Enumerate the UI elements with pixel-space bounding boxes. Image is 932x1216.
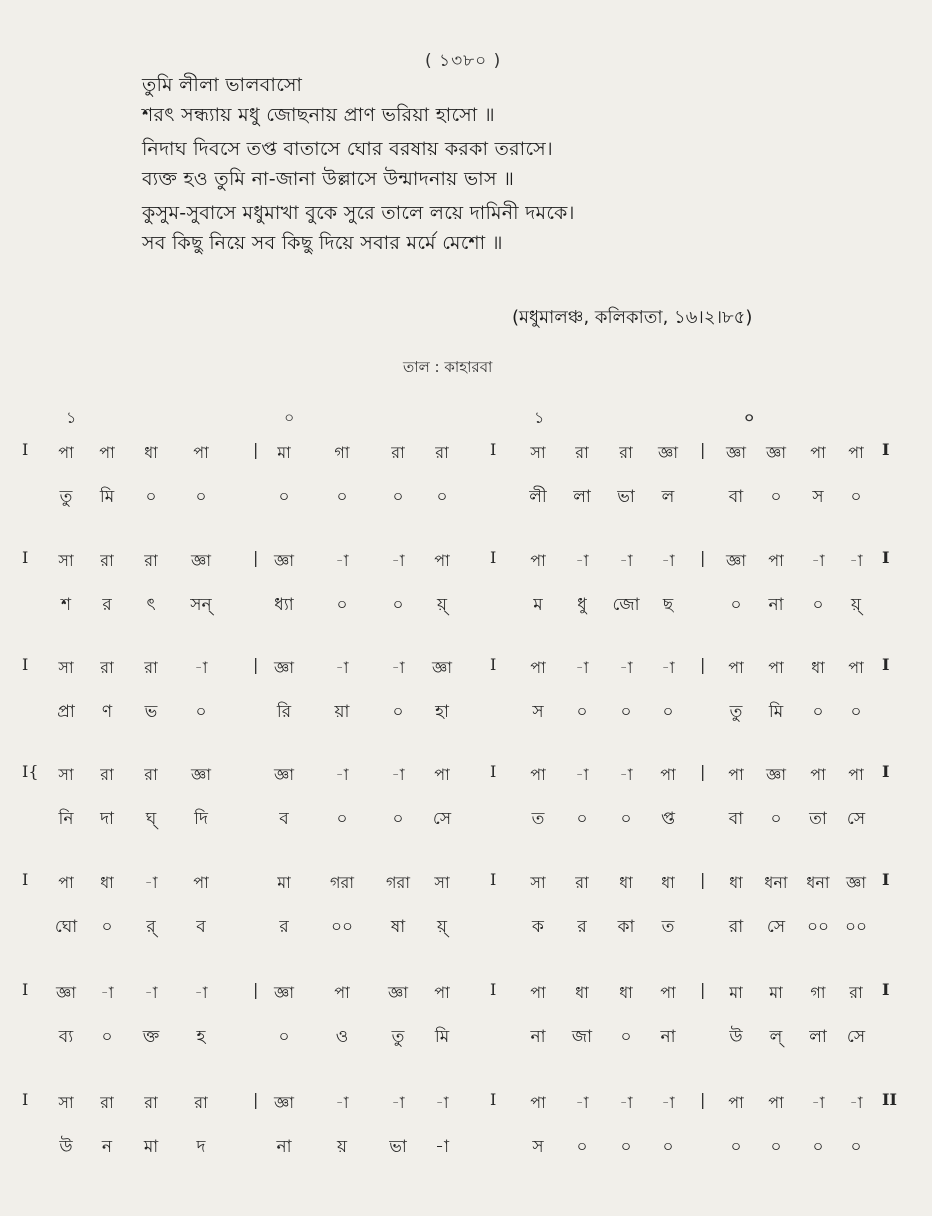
barline: I	[490, 440, 497, 459]
swara-note: মা	[277, 873, 291, 892]
swara-note: রা	[849, 983, 863, 1002]
lyric-syllable: ০	[812, 1137, 824, 1157]
swara-note: -া	[144, 983, 158, 1002]
swara-note: রা	[435, 443, 449, 462]
lyric-syllable: না	[660, 1027, 676, 1047]
lyric-syllable: ০	[576, 809, 588, 829]
swara-note: পা	[58, 443, 74, 462]
swara-note: সা	[530, 873, 546, 892]
swara-note: রা	[619, 443, 633, 462]
swara-note: রা	[144, 551, 158, 570]
swara-note: পা	[530, 1093, 546, 1112]
barline: |	[700, 655, 706, 674]
swara-note: জ্ঞা	[432, 658, 452, 677]
swara-note: গা	[810, 983, 826, 1002]
lyric-syllable: নি	[58, 809, 74, 829]
swara-note: সা	[58, 658, 74, 677]
swara-note: পা	[810, 765, 826, 784]
swara-note: -া	[661, 1093, 675, 1112]
lyric-syllable: ও	[335, 1027, 349, 1047]
lyric-syllable: তু	[59, 487, 73, 507]
lyric-syllable: না	[768, 595, 784, 615]
lyric-line-2: শরৎ সন্ধ্যায় মধু জোছনায় প্রাণ ভরিয়া হাসো ॥	[142, 104, 495, 126]
swara-note: পা	[728, 1093, 744, 1112]
swara-note: ধা	[144, 443, 158, 462]
swara-row	[0, 655, 932, 685]
barline: |	[253, 440, 259, 459]
barline: |	[700, 440, 706, 459]
lyric-syllable: মি	[434, 1027, 450, 1047]
lyric-syllable: কা	[617, 917, 635, 937]
swara-note: পা	[193, 873, 209, 892]
swara-note: পা	[530, 765, 546, 784]
swara-note: ধা	[100, 873, 114, 892]
lyric-syllable: জো	[612, 595, 640, 615]
swara-note: -া	[335, 765, 349, 784]
lyric-syllable: ঘ্	[145, 809, 157, 829]
swara-note: রা	[194, 1093, 208, 1112]
lyric-syllable: উ	[729, 1027, 743, 1047]
opening-barline: I	[22, 440, 29, 459]
swara-note: -া	[335, 658, 349, 677]
lyric-syllable: ০	[850, 1137, 862, 1157]
lyric-syllable: ভা	[617, 487, 635, 507]
lyric-line-3: নিদাঘ দিবসে তপ্ত বাতাসে ঘোর বরষায় করকা তরাসে।	[142, 138, 554, 160]
swara-note: জ্ঞা	[274, 658, 294, 677]
lyric-syllable: তা	[809, 809, 827, 829]
lyric-syllable: ত	[531, 809, 545, 829]
barline: I	[490, 548, 497, 567]
swara-note: পা	[58, 873, 74, 892]
swara-note: জ্ঞা	[658, 443, 678, 462]
lyric-syllable: য়্	[850, 595, 861, 615]
lyric-syllable: ভ	[144, 702, 158, 722]
swara-note: -া	[391, 1093, 405, 1112]
lyric-syllable: ভা	[389, 1137, 407, 1157]
swara-note: -া	[100, 983, 114, 1002]
swara-note: রা	[144, 765, 158, 784]
lyric-syllable: লা	[809, 1027, 827, 1047]
swara-note: -া	[661, 658, 675, 677]
swara-note: পা	[434, 765, 450, 784]
lyric-syllable: প্ত	[661, 809, 675, 829]
swara-note: -া	[194, 658, 208, 677]
swara-note: রা	[100, 658, 114, 677]
lyric-syllable: ০	[576, 1137, 588, 1157]
notation-line-2	[0, 548, 932, 638]
lyric-syllable: য়া	[334, 702, 350, 722]
swara-note: রা	[575, 443, 589, 462]
closing-barline: I	[882, 548, 890, 567]
swara-note: পা	[810, 443, 826, 462]
swara-note: রা	[144, 1093, 158, 1112]
lyric-syllable: তু	[391, 1027, 405, 1047]
beat-marker-1: ১	[66, 408, 77, 427]
lyric-syllable: লা	[573, 487, 591, 507]
barline: I	[490, 655, 497, 674]
lyric-syllable: ল্	[769, 1027, 783, 1047]
lyric-syllable: মা	[143, 1137, 159, 1157]
closing-barline: I	[882, 762, 890, 781]
swara-note: সা	[434, 873, 450, 892]
lyric-syllable: মি	[768, 702, 784, 722]
lyric-syllable: ০	[662, 1137, 674, 1157]
lyric-syllable: ব	[279, 809, 289, 829]
swara-note: -া	[144, 873, 158, 892]
lyric-syllable-row	[0, 592, 932, 622]
lyric-syllable: দ	[196, 1137, 206, 1157]
swara-note: পা	[434, 551, 450, 570]
lyric-syllable: রি	[276, 702, 292, 722]
swara-note: পা	[728, 765, 744, 784]
notation-line-4	[0, 762, 932, 852]
lyric-syllable: ০	[812, 702, 824, 722]
swara-note: রা	[144, 658, 158, 677]
barline: |	[700, 870, 706, 889]
swara-note: মা	[729, 983, 743, 1002]
swara-note: পা	[768, 551, 784, 570]
swara-note: -া	[619, 551, 633, 570]
lyric-syllable: ০০	[806, 917, 830, 937]
swara-note: ধা	[661, 873, 675, 892]
closing-barline: II	[882, 1090, 897, 1109]
swara-note: পা	[530, 551, 546, 570]
notation-line-3	[0, 655, 932, 745]
lyric-syllable: ০	[392, 487, 404, 507]
swara-note: পা	[848, 443, 864, 462]
lyric-syllable: ০	[770, 809, 782, 829]
lyric-syllable: বা	[728, 487, 744, 507]
barline: |	[700, 980, 706, 999]
lyric-syllable: -া	[435, 1137, 449, 1157]
lyric-syllable: স	[532, 702, 544, 722]
swara-note: জ্ঞা	[388, 983, 408, 1002]
lyric-syllable: ০	[336, 809, 348, 829]
lyric-syllable: না	[276, 1137, 292, 1157]
swara-note: পা	[728, 658, 744, 677]
lyric-syllable: ০	[662, 702, 674, 722]
swara-note: রা	[391, 443, 405, 462]
swara-note: -া	[391, 765, 405, 784]
swara-note: জ্ঞা	[274, 765, 294, 784]
swara-note: -া	[619, 658, 633, 677]
swara-note: গরা	[386, 873, 410, 892]
lyric-syllable: ম	[533, 595, 543, 615]
notation-line-7	[0, 1090, 932, 1180]
lyric-syllable: ০০	[330, 917, 354, 937]
swara-note: মা	[277, 443, 291, 462]
swara-note: পা	[530, 658, 546, 677]
swara-note: -া	[575, 1093, 589, 1112]
opening-barline: I	[22, 980, 29, 999]
opening-barline: I	[22, 1090, 29, 1109]
lyric-syllable: ০	[392, 809, 404, 829]
swara-note: জ্ঞা	[766, 765, 786, 784]
swara-note: রা	[575, 873, 589, 892]
lyric-syllable: জা	[571, 1027, 593, 1047]
lyric-syllable: সে	[846, 1027, 866, 1047]
swara-note: সা	[58, 765, 74, 784]
swara-row	[0, 980, 932, 1010]
lyric-syllable: ০	[620, 1027, 632, 1047]
swara-row	[0, 762, 932, 792]
swara-note: -া	[849, 1093, 863, 1112]
lyric-syllable: ০০	[844, 917, 868, 937]
swara-note: ধা	[811, 658, 825, 677]
swara-note: -া	[619, 1093, 633, 1112]
barline: I	[490, 980, 497, 999]
swara-note: -া	[391, 551, 405, 570]
lyric-syllable: ০	[620, 702, 632, 722]
swara-note: রা	[100, 765, 114, 784]
swara-note: ধনা	[806, 873, 830, 892]
closing-barline: I	[882, 870, 890, 889]
lyric-syllable: ০	[850, 487, 862, 507]
lyric-syllable: ০	[730, 595, 742, 615]
lyric-line-4: ব্যক্ত হও তুমি না-জানা উল্লাসে উন্মাদনায় ভাস ॥	[142, 168, 515, 190]
swara-note: জ্ঞা	[274, 551, 294, 570]
closing-barline: I	[882, 440, 890, 459]
swara-note: গরা	[330, 873, 354, 892]
swara-note: জ্ঞা	[56, 983, 76, 1002]
lyric-syllable: ০	[620, 1137, 632, 1157]
lyric-syllable: দা	[100, 809, 114, 829]
swara-note: -া	[435, 1093, 449, 1112]
beat-marker-2: ০	[284, 408, 295, 427]
swara-note: সা	[530, 443, 546, 462]
lyric-syllable: য়্	[436, 917, 447, 937]
lyric-syllable: বা	[728, 809, 744, 829]
beat-marker-3: ১	[534, 408, 545, 427]
swara-note: -া	[194, 983, 208, 1002]
lyric-syllable: ০	[770, 1137, 782, 1157]
swara-note: পা	[768, 1093, 784, 1112]
barline: I	[490, 870, 497, 889]
lyric-syllable: সে	[432, 809, 452, 829]
lyric-syllable: না	[530, 1027, 546, 1047]
swara-note: -া	[575, 551, 589, 570]
notation-line-5	[0, 870, 932, 960]
lyrics-block	[142, 70, 575, 258]
lyric-syllable: ৎ	[146, 595, 156, 615]
lyric-syllable: ঘো	[54, 917, 78, 937]
lyric-syllable: ব	[196, 917, 206, 937]
lyric-syllable: ০	[812, 595, 824, 615]
swara-note: -া	[849, 551, 863, 570]
swara-note: পা	[434, 983, 450, 1002]
opening-barline: I	[22, 870, 29, 889]
barline: |	[253, 655, 259, 674]
lyric-syllable-row	[0, 1024, 932, 1054]
swara-row	[0, 1090, 932, 1120]
swara-note: -া	[811, 551, 825, 570]
swara-note: রা	[100, 1093, 114, 1112]
opening-barline: I	[22, 548, 29, 567]
lyric-syllable: হা	[435, 702, 449, 722]
lyric-syllable: ছ	[662, 595, 674, 615]
lyric-syllable: ০	[195, 702, 207, 722]
swara-note: পা	[848, 658, 864, 677]
lyric-syllable: স	[532, 1137, 544, 1157]
lyric-syllable-row	[0, 914, 932, 944]
page-number: ( ১৩৮০ )	[425, 51, 502, 71]
lyric-syllable: ব্য	[58, 1027, 74, 1047]
notation-line-6	[0, 980, 932, 1070]
swara-note: -া	[661, 551, 675, 570]
barline: |	[253, 980, 259, 999]
lyric-syllable-row	[0, 1134, 932, 1164]
taal-heading: তাল : কাহারবা	[403, 358, 493, 376]
swara-note: জ্ঞা	[274, 983, 294, 1002]
lyric-syllable: সে	[766, 917, 786, 937]
swara-note: পা	[99, 443, 115, 462]
lyric-syllable: ০	[101, 1027, 113, 1047]
notation-line-1	[0, 440, 932, 530]
swara-note: পা	[530, 983, 546, 1002]
swara-note: -া	[575, 658, 589, 677]
lyric-syllable: ০	[336, 487, 348, 507]
lyric-syllable: মি	[99, 487, 115, 507]
lyric-syllable: দি	[194, 809, 208, 829]
swara-note: -া	[335, 551, 349, 570]
swara-note: জ্ঞা	[766, 443, 786, 462]
swara-note: জ্ঞা	[726, 443, 746, 462]
swara-note: পা	[848, 765, 864, 784]
barline: I	[490, 762, 497, 781]
swara-note: গা	[334, 443, 350, 462]
lyric-syllable: ধু	[577, 595, 587, 615]
lyric-syllable: শ	[60, 595, 72, 615]
swara-note: ধা	[619, 983, 633, 1002]
lyric-syllable: ০	[278, 1027, 290, 1047]
swara-note: ধা	[729, 873, 743, 892]
lyric-syllable: ষা	[390, 917, 406, 937]
lyric-syllable: ক্ত	[142, 1027, 160, 1047]
lyric-syllable: ০	[850, 702, 862, 722]
lyric-syllable: র	[279, 917, 289, 937]
lyric-syllable: তু	[729, 702, 743, 722]
lyric-syllable: ০	[392, 702, 404, 722]
lyric-syllable: ০	[436, 487, 448, 507]
barline: |	[253, 548, 259, 567]
lyric-line-1: তুমি লীলা ভালবাসো	[142, 74, 303, 96]
lyric-syllable: রা	[728, 917, 744, 937]
barline: |	[700, 762, 706, 781]
opening-barline: I	[22, 655, 29, 674]
lyric-syllable: ত	[661, 917, 675, 937]
lyric-syllable: সন্	[190, 595, 212, 615]
closing-barline: I	[882, 980, 890, 999]
swara-note: জ্ঞা	[191, 551, 211, 570]
swara-note: রা	[100, 551, 114, 570]
lyric-syllable: ০	[145, 487, 157, 507]
lyric-syllable: স	[812, 487, 824, 507]
swara-note: -া	[335, 1093, 349, 1112]
swara-note: -া	[575, 765, 589, 784]
lyric-syllable: ০	[195, 487, 207, 507]
swara-note: ধা	[575, 983, 589, 1002]
barline: |	[253, 1090, 259, 1109]
swara-note: জ্ঞা	[191, 765, 211, 784]
swara-note: -া	[811, 1093, 825, 1112]
lyric-syllable: ণ	[101, 702, 113, 722]
lyric-syllable-row	[0, 699, 932, 729]
lyric-syllable: উ	[59, 1137, 73, 1157]
swara-note: পা	[193, 443, 209, 462]
lyric-syllable: য়্	[436, 595, 447, 615]
lyric-syllable: ০	[392, 595, 404, 615]
lyric-syllable: ০	[770, 487, 782, 507]
lyric-syllable: ল	[661, 487, 675, 507]
swara-row	[0, 870, 932, 900]
barline: |	[700, 548, 706, 567]
lyric-syllable: লী	[529, 487, 547, 507]
swara-note: জ্ঞা	[726, 551, 746, 570]
lyric-syllable: য়	[336, 1137, 347, 1157]
lyric-syllable: র	[577, 917, 587, 937]
swara-row	[0, 440, 932, 470]
opening-barline: I{	[22, 762, 39, 781]
lyric-line-5: কুসুম-সুবাসে মধুমাখা বুকে সুরে তালে লয়ে দামিনী দমকে।	[142, 202, 575, 224]
lyric-syllable: ০	[620, 809, 632, 829]
lyric-syllable: র্	[146, 917, 156, 937]
lyric-syllable: ০	[336, 595, 348, 615]
lyric-syllable: ক	[532, 917, 544, 937]
swara-note: পা	[334, 983, 350, 1002]
swara-note: মা	[769, 983, 783, 1002]
swara-note: পা	[660, 983, 676, 1002]
swara-note: -া	[391, 658, 405, 677]
lyric-syllable: হ	[196, 1027, 206, 1047]
lyric-syllable-row	[0, 484, 932, 514]
lyric-syllable: ০	[278, 487, 290, 507]
lyric-line-6: সব কিছু নিয়ে সব কিছু দিয়ে সবার মর্মে মেশো ॥	[142, 232, 503, 254]
barline: |	[700, 1090, 706, 1109]
beat-marker-4: ০	[744, 408, 755, 427]
swara-note: ধনা	[764, 873, 788, 892]
swara-note: পা	[768, 658, 784, 677]
lyric-syllable: ধ্যা	[274, 595, 294, 615]
swara-note: ধা	[619, 873, 633, 892]
swara-note: জ্ঞা	[846, 873, 866, 892]
lyric-syllable-row	[0, 806, 932, 836]
swara-note: সা	[58, 551, 74, 570]
beat-markers	[0, 405, 932, 429]
lyric-syllable: ০	[576, 702, 588, 722]
lyric-syllable: প্রা	[57, 702, 75, 722]
swara-note: জ্ঞা	[274, 1093, 294, 1112]
swara-row	[0, 548, 932, 578]
source-citation: (মধুমালঞ্চ, কলিকাতা, ১৬।২।৮৫)	[512, 307, 753, 328]
barline: I	[490, 1090, 497, 1109]
lyric-syllable: ০	[730, 1137, 742, 1157]
lyric-syllable: ন	[101, 1137, 113, 1157]
swara-note: -া	[619, 765, 633, 784]
lyric-syllable: ০	[101, 917, 113, 937]
lyric-syllable: র	[102, 595, 112, 615]
swara-note: পা	[660, 765, 676, 784]
closing-barline: I	[882, 655, 890, 674]
swara-note: সা	[58, 1093, 74, 1112]
lyric-syllable: সে	[846, 809, 866, 829]
